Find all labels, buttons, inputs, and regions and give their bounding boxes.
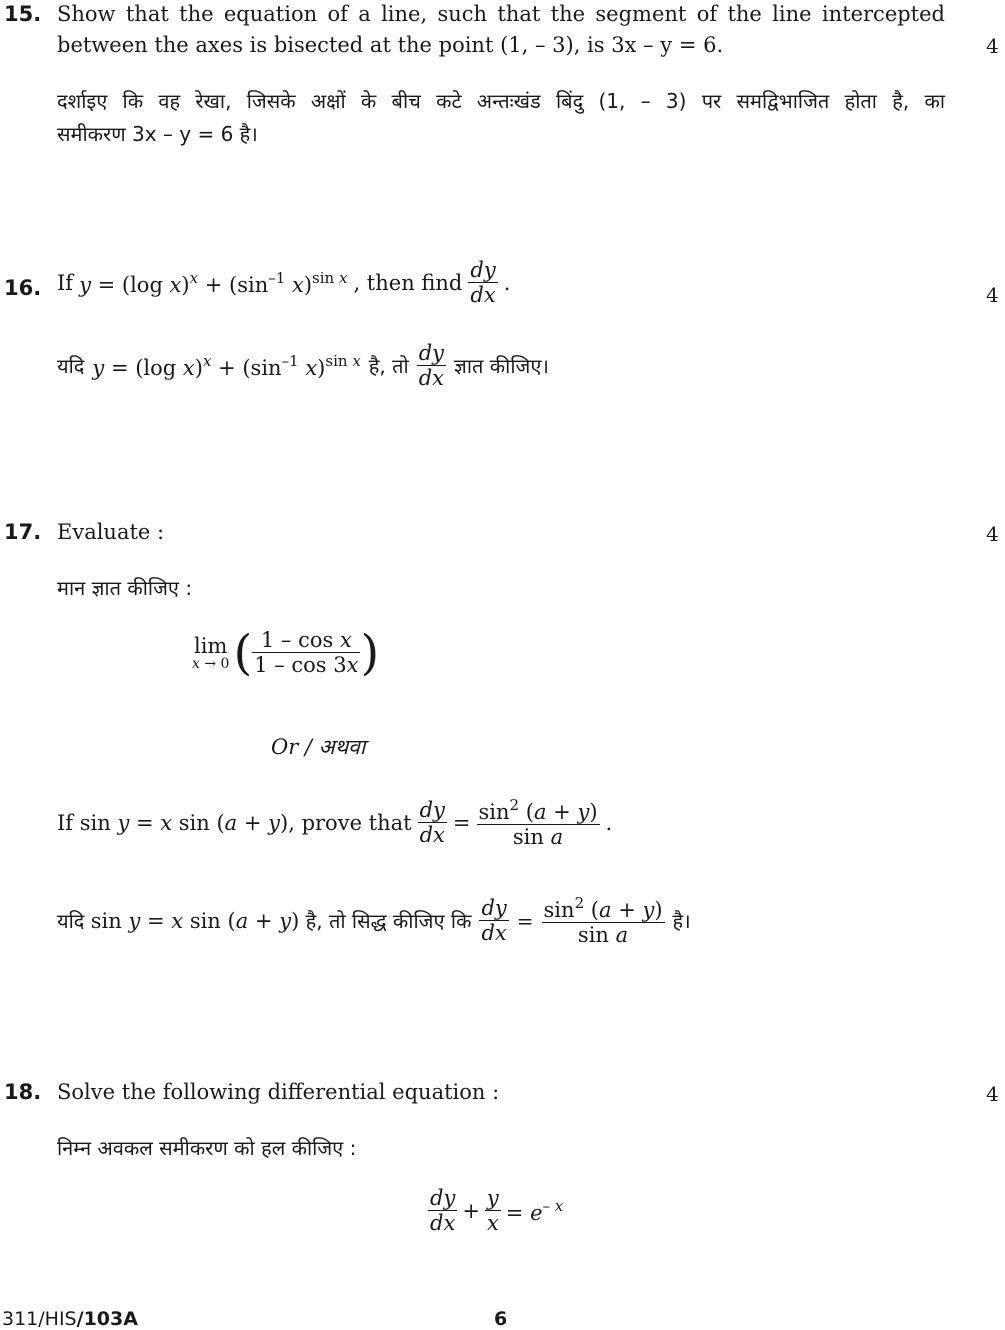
q17-limit-fraction: $\frac{\text{1 – cos x}}{1 - \cos 3x}$ [254, 628, 359, 677]
q17-lim-operator: lim x → 0 [192, 633, 230, 672]
q16-number: 16. [4, 276, 42, 300]
q16-hindi-find: ज्ञात कीजिए। [454, 354, 549, 378]
q18-hindi-prompt: निम्न अवकल समीकरण को हल कीजिए : [57, 1136, 357, 1160]
q17-number: 17. [4, 520, 42, 544]
footer-paper-code [2, 1308, 138, 1330]
q17-alt-hindi-suffix: है। [672, 909, 691, 933]
q17-alt-hindi-dydx: $\frac{dy}{dx}$ [481, 896, 507, 945]
q16-hindi-equation: y = (log $x)^x + (\sin^{-1}$ x)$^{sin x}$ [92, 351, 361, 380]
q15-hindi-line1: दर्शाइए कि वह रेखा, जिसके अक्षों के बीच कटे अन्तःखंड बिंदु (1, – 3) पर समद्विभाजित होता है, का [57, 89, 945, 113]
q17-alt-dydx-fraction: $\frac{dy}{dx}$ [419, 798, 445, 847]
q16-then-find-label: , then find [353, 270, 463, 295]
q18-english-prompt: Solve the following differential equation : [57, 1080, 500, 1104]
footer-code-prefix: 311/HIS [2, 1308, 77, 1330]
q17-english-prompt: Evaluate : [57, 520, 165, 544]
q16-hindi-line [57, 341, 549, 390]
q15-hindi-line2: समीकरण 3x – y = 6 है। [57, 122, 258, 146]
q17-marks: 4 [986, 522, 999, 546]
q16-marks: 4 [986, 283, 999, 307]
footer-code-suffix: /103A [76, 1308, 138, 1330]
q17-alt-english-line: If sin y = x sin (a + y), prove that $\frac{dy}{dx}$ = $\frac{\sin^2 (a + y)}{\text{sin a}}$ . [57, 796, 613, 849]
q17-hindi-prompt: मान ज्ञात कीजिए : [57, 576, 193, 600]
q17-alt-hindi-rhs: $\frac{\sin^2 (a + y)}{\text{sin a}}$ [543, 894, 663, 947]
q18-dydx-fraction: $\frac{dy}{dx}$ [430, 1186, 456, 1235]
q18-marks: 4 [986, 1082, 999, 1106]
q16-dydx-fraction: $\frac{dy}{dx}$ [470, 258, 496, 307]
q17-alt-hindi-prefix: यदि sin y = x sin (a + y) है, तो सिद्ध कीजिए कि [57, 909, 472, 933]
q17-limit-expression: lim x → 0 ( $\frac{\text{1 – cos x}}{1 - \cos 3x}$ ) [192, 624, 380, 681]
q16-equation: y = (log $x)^x + (\sin^{-1}$ x)$^{sin x}$ [79, 268, 348, 297]
q15-english-line1: Show that the equation of a line, such that the segment of the line intercepted [57, 2, 945, 26]
footer-page-number: 6 [494, 1308, 508, 1330]
q15-marks: 4 [986, 34, 999, 58]
q17-or-divider: Or / अथवा [271, 735, 366, 759]
q17-alt-hindi-line: यदि sin y = x sin (a + y) है, तो सिद्ध कीजिए कि $\frac{dy}{dx}$ = $\frac{\sin^2 (a + y)}{\text{sin a}}$ है। [57, 894, 691, 947]
q18-differential-equation: $\frac{dy}{dx}$ + $\frac{y}{x}$ = $e^{- x}$ [430, 1186, 564, 1235]
q18-number: 18. [4, 1080, 42, 1104]
q17-alt-english-prefix: If sin y = x sin (a + y), prove that [57, 810, 412, 835]
q18-y-over-x-fraction: $\frac{y}{x}$ [486, 1186, 499, 1235]
q15-english-line2: between the axes is bisected at the point (1, – 3), is 3x – y = 6. [57, 33, 724, 57]
q16-hindi-dydx-fraction: $\frac{dy}{dx}$ [418, 341, 445, 390]
q15-number: 15. [4, 2, 42, 26]
q16-if-label: If [57, 270, 74, 295]
q17-alt-rhs-fraction: $\frac{\sin^2 (a + y)}{\text{sin a}}$ [478, 796, 598, 849]
q16-english-line: If y = (log $x)^x + (\sin^{-1}$ x)$^{sin x}$ , then find $\frac{dy}{dx}$ . [57, 258, 511, 307]
q16-hindi-then: है, तो [368, 354, 409, 378]
q16-hindi-if: यदि [57, 354, 85, 378]
